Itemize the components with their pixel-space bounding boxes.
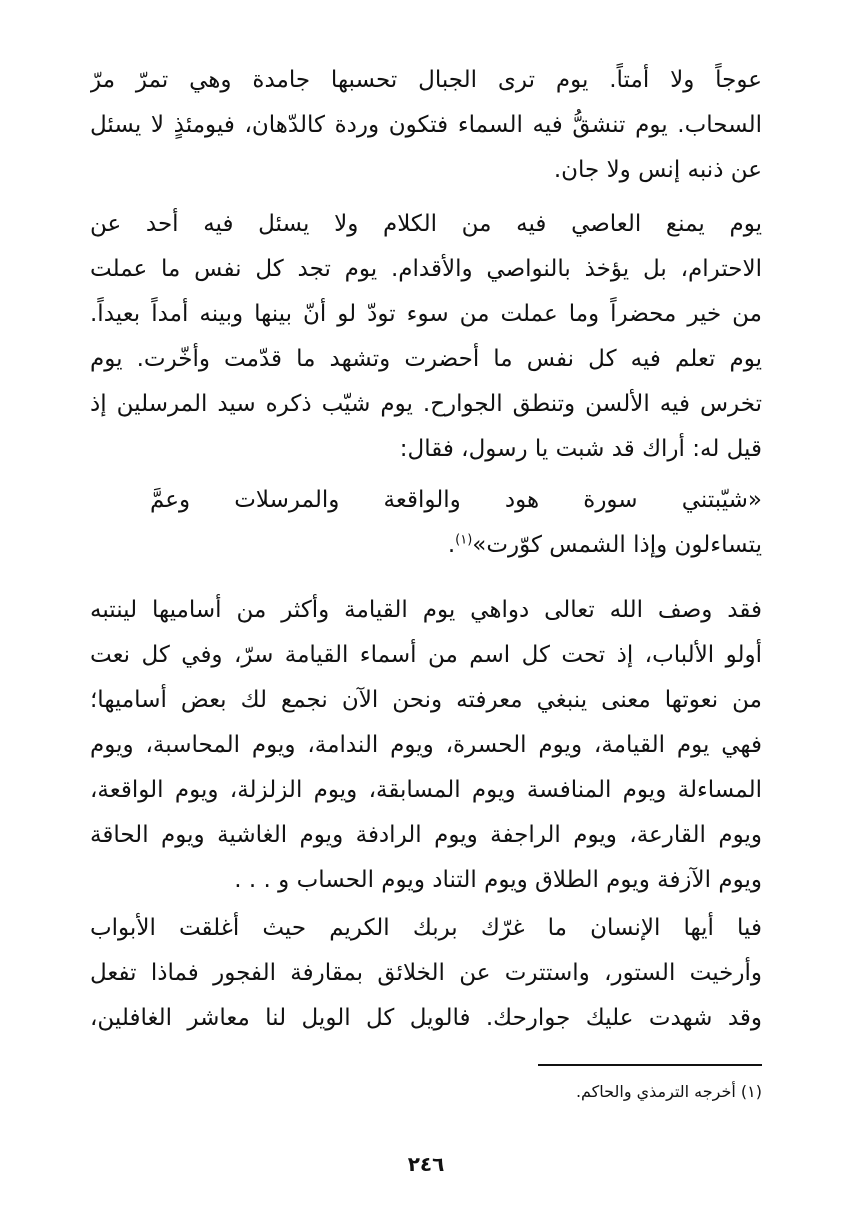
text-line: وقد شهدت عليك جوارحك. فالويل كل الويل لنا معاشر الغافلين، — [90, 1005, 762, 1031]
text-line: تخرس فيه الألسن وتنطق الجوارح. يوم شيّب ذكره سيد المرسلين إذ — [90, 391, 762, 417]
footnote-number: (١) — [740, 1082, 762, 1101]
paragraph-4 — [90, 906, 762, 1041]
text-line: وأرخيت الستور، واستترت عن الخلائق بمقارفة الفجور فماذا تفعل — [90, 960, 762, 986]
text-line: السحاب. يوم تنشقُّ فيه السماء فتكون وردة كالدّهان، فيومئذٍ لا يسئل — [90, 112, 762, 138]
text-line: من نعوتها معنى ينبغي معرفته ونحن الآن نجمع لك بعض أساميها؛ — [90, 687, 762, 713]
text-line: عن ذنبه إنس ولا جان. — [553, 157, 762, 183]
text-line: المساءلة ويوم المنافسة ويوم المسابقة، ويوم الزلزلة، ويوم الواقعة، — [90, 777, 762, 803]
text-line: فهي يوم القيامة، ويوم الحسرة، ويوم الندامة، ويوم المحاسبة، ويوم — [90, 732, 762, 758]
hadith-quote — [150, 478, 762, 568]
footnote — [576, 1078, 762, 1106]
quote-text: يتساءلون وإذا الشمس كوّرت» — [472, 532, 762, 558]
footnote-separator — [538, 1064, 762, 1066]
text-line: قيل له: أراك قد شبت يا رسول، فقال: — [399, 436, 762, 462]
text-line: عوجاً ولا أمتاً. يوم ترى الجبال تحسبها جامدة وهي تمرّ مرّ — [90, 67, 762, 93]
quote-line: «شيّبتني سورة هود والواقعة والمرسلات وعمَّ — [150, 487, 762, 513]
text-line: من خير محضراً وما عملت من سوء تودّ لو أنّ بينها وبينه أمداً بعيداً. — [90, 301, 762, 327]
text-line: فيا أيها الإنسان ما غرّك بربك الكريم حيث أغلقت الأبواب — [90, 915, 762, 941]
text-line: يوم يمنع العاصي فيه من الكلام ولا يسئل فيه أحد عن — [90, 211, 762, 237]
text-line: فقد وصف الله تعالى دواهي يوم القيامة وأكثر من أساميها لينتبه — [90, 597, 762, 623]
quote-line — [150, 523, 762, 568]
footnote-reference: (١) — [455, 532, 473, 548]
quote-end-punctuation: . — [447, 532, 456, 558]
paragraph-2 — [90, 202, 762, 472]
text-line: أولو الألباب، إذ تحت كل اسم من أسماء القيامة سرّ، وفي كل نعت — [90, 642, 762, 668]
paragraph-1 — [90, 58, 762, 193]
text-line: ويوم الآزفة ويوم الطلاق ويوم التناد ويوم الحساب و . . . — [234, 867, 762, 893]
text-line: ويوم القارعة، ويوم الراجفة ويوم الرادفة ويوم الغاشية ويوم الحاقة — [90, 822, 762, 848]
text-line: يوم تعلم فيه كل نفس ما أحضرت وتشهد ما قدّمت وأخّرت. يوم — [90, 346, 762, 372]
footnote-text: أخرجه الترمذي والحاكم. — [575, 1082, 736, 1101]
paragraph-3 — [90, 588, 762, 903]
page-number: ٢٤٦ — [407, 1152, 445, 1176]
text-line: الاحترام، بل يؤخذ بالنواصي والأقدام. يوم تجد كل نفس ما عملت — [90, 256, 762, 282]
